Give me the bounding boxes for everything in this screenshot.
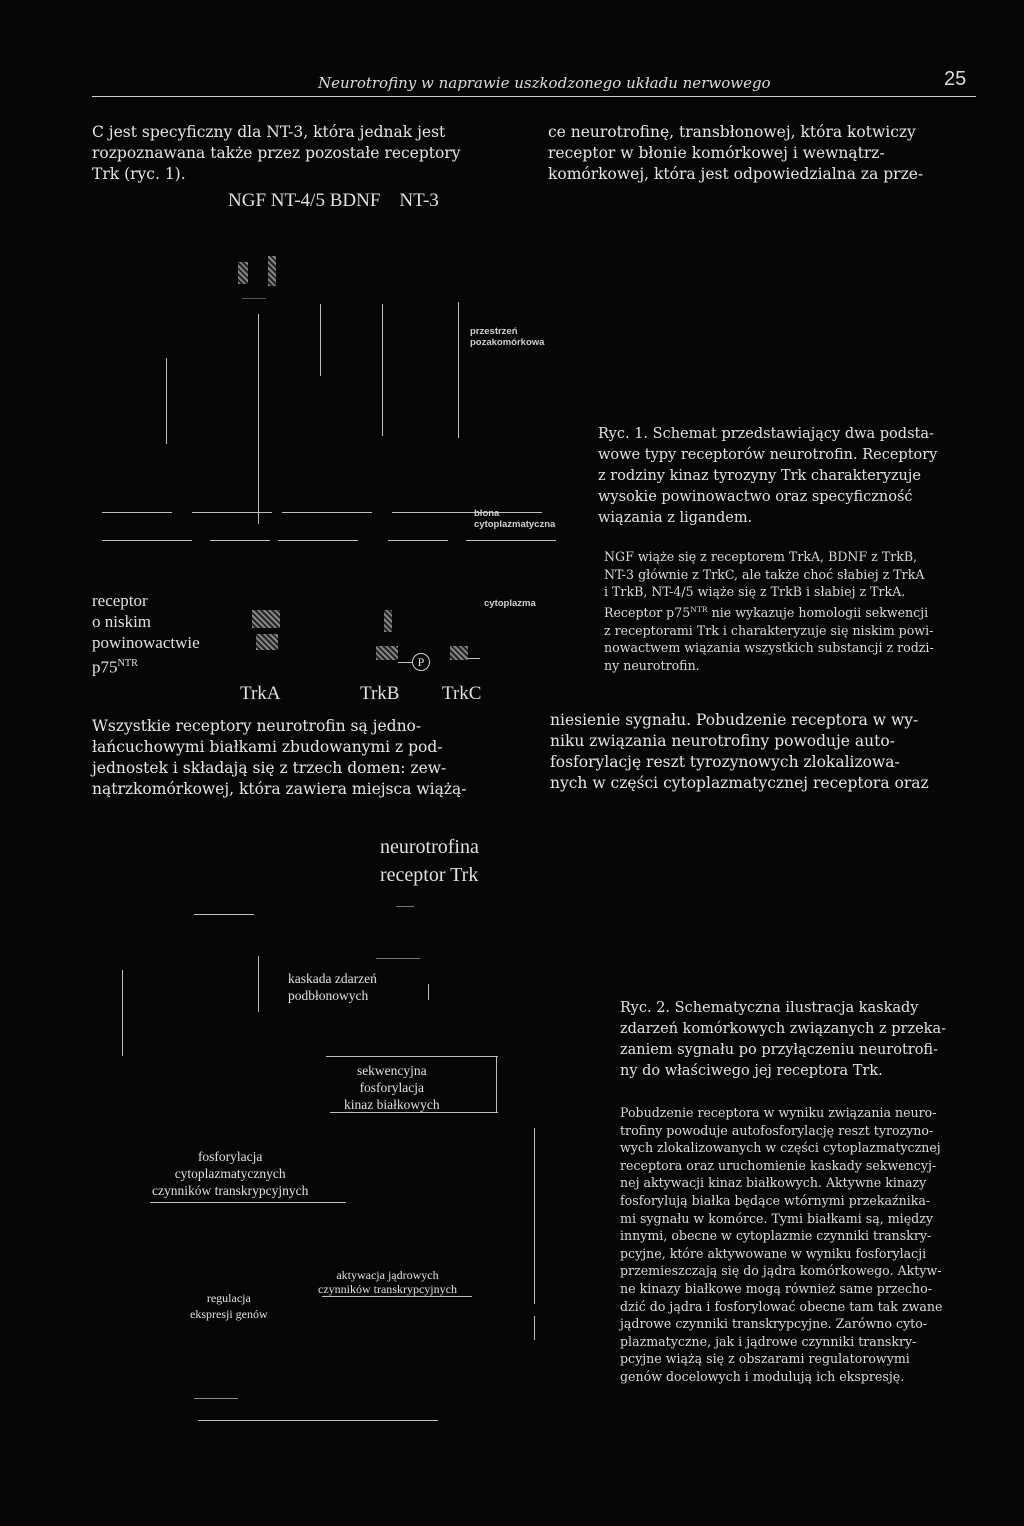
note-line: ny neurotrofin. (604, 657, 700, 673)
text-line: niku związania neurotrofiny powoduje auto- (550, 732, 895, 750)
ligand-mark (238, 262, 248, 284)
phospho-link (398, 662, 412, 663)
note-line: nej aktywacji kinaz białkowych. Aktywne kinazy (620, 1175, 927, 1191)
receptor-line (320, 304, 321, 376)
note-line: nowactwem wiązania wszystkich substancji z rodzi- (604, 640, 934, 656)
nucleus-line (194, 1398, 238, 1399)
note-line: Pobudzenie receptora w wyniku związania neuro- (620, 1105, 937, 1120)
note-line: jądrowe czynniki transkrypcyjne. Zarówno cyto- (620, 1316, 928, 1332)
right-column-mid-text (550, 710, 929, 794)
box-right (496, 1056, 497, 1112)
trkb-domain (384, 610, 392, 632)
membrane-line-bottom (210, 540, 270, 541)
note-line: mi sygnału w komórce. Tymi białkami są, między (620, 1210, 933, 1226)
nucleus-boundary (534, 1128, 535, 1304)
ligand-base (242, 298, 266, 299)
note-line: NGF wiąże się z receptorem TrkA, BDNF z TrkB, (604, 549, 918, 564)
note-line: trofiny powoduje autofosforylację reszt tyrozyno- (620, 1122, 934, 1138)
text-line: nych w części cytoplazmatycznej receptora oraz (550, 774, 929, 792)
note-line: i TrkB, NT-4/5 wiąże się z TrkB i słabiej z TrkA. (604, 584, 906, 600)
caption-line: wysokie powinowactwo oraz specyficzność (598, 489, 913, 505)
caption-line: Ryc. 2. Schematyczna ilustracja kaskady (620, 1000, 919, 1016)
text-line: rozpoznawana także przez pozostałe receptory (92, 144, 461, 162)
note-line: genów docelowych i modulują ich ekspresję. (620, 1368, 905, 1384)
caption-line: zaniem sygnału po przyłączeniu neurotrofi- (620, 1042, 939, 1058)
nucleus-line (198, 1420, 438, 1421)
kinase-phospho-node: sekwencyjna fosforylacja kinaz białkowych (344, 1063, 440, 1112)
receptor-line (258, 314, 259, 524)
figure-1-note (604, 548, 934, 674)
box-top (326, 1056, 498, 1057)
note-line: NT-3 głównie z TrkC, ale także choć słabiej z TrkA (604, 566, 925, 582)
ligand-labels: NGF NT-4/5 BDNF NT-3 (228, 190, 439, 211)
note-line: dzić do jądra i fosforylować obecne tam tak zwane (620, 1298, 943, 1314)
text-line: niesienie sygnału. Pobudzenie receptora w wy- (550, 711, 919, 729)
extracellular-label: przestrzeń pozakomórkowa (470, 326, 545, 348)
membrane-label: błona cytoplazmatyczna (474, 508, 556, 530)
cytoplasm-label: cytoplazma (484, 598, 536, 609)
text-line: jednostek i składają się z trzech domen: zew- (92, 759, 447, 777)
cascade-node: kaskada zdarzeń podbłonowych (288, 971, 377, 1003)
text-line: ce neurotrofinę, transbłonowej, która kotwiczy (548, 123, 916, 141)
caption-line: wiązania z ligandem. (598, 510, 753, 526)
text-line: fosforylację reszt tyrozynowych zlokalizowa- (550, 753, 900, 771)
note-line: wych zlokalizowanych w części cytoplazmatycznej (620, 1140, 941, 1156)
membrane-line-bottom (388, 540, 448, 541)
membrane-line-bottom (278, 540, 358, 541)
note-line: Receptor $p75^{NTR}$ nie wykazuje homologii sekwencji (604, 604, 929, 620)
text-line: komórkowej, która jest odpowiedzialna za prze- (548, 165, 924, 183)
gene-regulation-node: regulacja ekspresji genów (190, 1291, 268, 1321)
trkc-kinase (450, 646, 468, 660)
figure-2 (118, 832, 548, 1432)
nuclear-activation-node: aktywacja jądrowych czynników transkrypcyjnych (318, 1268, 457, 1296)
receptor-line (458, 302, 459, 438)
receptor-stub (376, 958, 420, 959)
phosphate-icon: P (412, 653, 430, 671)
text-line: receptor (92, 591, 148, 610)
caption-line: wowe typy receptorów neurotrofin. Receptory (598, 447, 938, 463)
receptor-line (166, 358, 167, 444)
receptor-line (382, 304, 383, 436)
note-line: fosforylują białka będące wtórnymi przekaźnika- (620, 1192, 931, 1208)
nucleus-boundary (534, 1316, 535, 1340)
text-line: Wszystkie receptory neurotrofin są jedno- (92, 717, 422, 735)
trkb-kinase (376, 646, 398, 660)
underline (150, 1202, 346, 1203)
note-line: plazmatyczne, jak i jądrowe czynniki transkry- (620, 1333, 917, 1349)
left-column-top-text (92, 122, 461, 185)
figure-2-note (620, 1104, 942, 1386)
text-line: Trk (ryc. 1). (92, 165, 186, 183)
caption-line: z rodziny kinaz tyrozyny Trk charakteryzuje (598, 468, 921, 484)
underline (322, 1296, 472, 1297)
membrane-line-bottom (102, 540, 192, 541)
header-rule (92, 96, 976, 97)
note-line: pcyjne wiążą się z obszarami regulatorowymi (620, 1351, 910, 1367)
note-line: receptora oraz uruchomienie kaskady sekwencyj- (620, 1157, 937, 1173)
right-column-top-text (548, 122, 923, 185)
trka-label: TrkA (240, 683, 281, 704)
tf-phospho-node: fosforylacja cytoplazmatycznych czynników transkrypcyjnych (152, 1149, 309, 1198)
figure-1 (92, 186, 562, 716)
text-line: nątrzkomórkowej, która zawiera miejsca wiążą- (92, 780, 467, 798)
p75-domain (252, 610, 280, 628)
text-line: łańcuchowymi białkami zbudowanymi z pod- (92, 738, 443, 756)
trkc-tail (468, 658, 480, 659)
trk-receptor-label: receptor Trk (380, 864, 479, 886)
note-line: pcyjne, które aktywowane w wyniku fosforylacji (620, 1245, 927, 1261)
neurotrophin-label: neurotrofina (380, 836, 479, 858)
trkb-label: TrkB (360, 683, 400, 704)
note-line: z receptorami Trk i charakteryzuje się niskim powi- (604, 622, 934, 638)
note-line: innymi, obecne w cytoplazmie czynniki transkry- (620, 1228, 932, 1244)
text-line: o niskim (92, 612, 152, 631)
text-line: receptor w błonie komórkowej i wewnątrz- (548, 144, 885, 162)
membrane-line (194, 914, 254, 915)
flow-line (258, 956, 259, 1012)
note-line: ne kinazy białkowe mogą również same przecho- (620, 1280, 932, 1296)
text-line: C jest specyficzny dla NT-3, która jednak jest (92, 123, 446, 141)
caption-line: zdarzeń komórkowych związanych z przeka- (620, 1021, 947, 1037)
ligand-mark (268, 256, 276, 286)
figure-2-caption (620, 998, 946, 1082)
caption-line: ny do właściwego jej receptora Trk. (620, 1063, 883, 1079)
membrane-line-top (282, 512, 372, 513)
running-title: Neurotrofiny w naprawie uszkodzonego układu nerwowego (318, 74, 771, 92)
flow-line (428, 984, 429, 1000)
text-line: powinowactwie (92, 633, 200, 652)
membrane-line-top (192, 512, 272, 513)
figure-1-caption (598, 424, 937, 529)
note-line: przemieszczają się do jądra komórkowego. Aktyw- (620, 1263, 942, 1279)
caption-line: Ryc. 1. Schemat przedstawiający dwa podsta- (598, 426, 934, 442)
receptor-stub (396, 906, 414, 907)
cell-boundary (122, 970, 123, 1056)
membrane-line-top (102, 512, 172, 513)
page-number: 25 (944, 68, 967, 90)
p75-domain (256, 634, 278, 650)
membrane-line-bottom (466, 540, 556, 541)
p75-label (92, 590, 200, 678)
left-column-mid-text (92, 716, 466, 800)
trkc-label: TrkC (442, 683, 482, 704)
text-line: $p75^{NTR}$ (92, 657, 138, 677)
